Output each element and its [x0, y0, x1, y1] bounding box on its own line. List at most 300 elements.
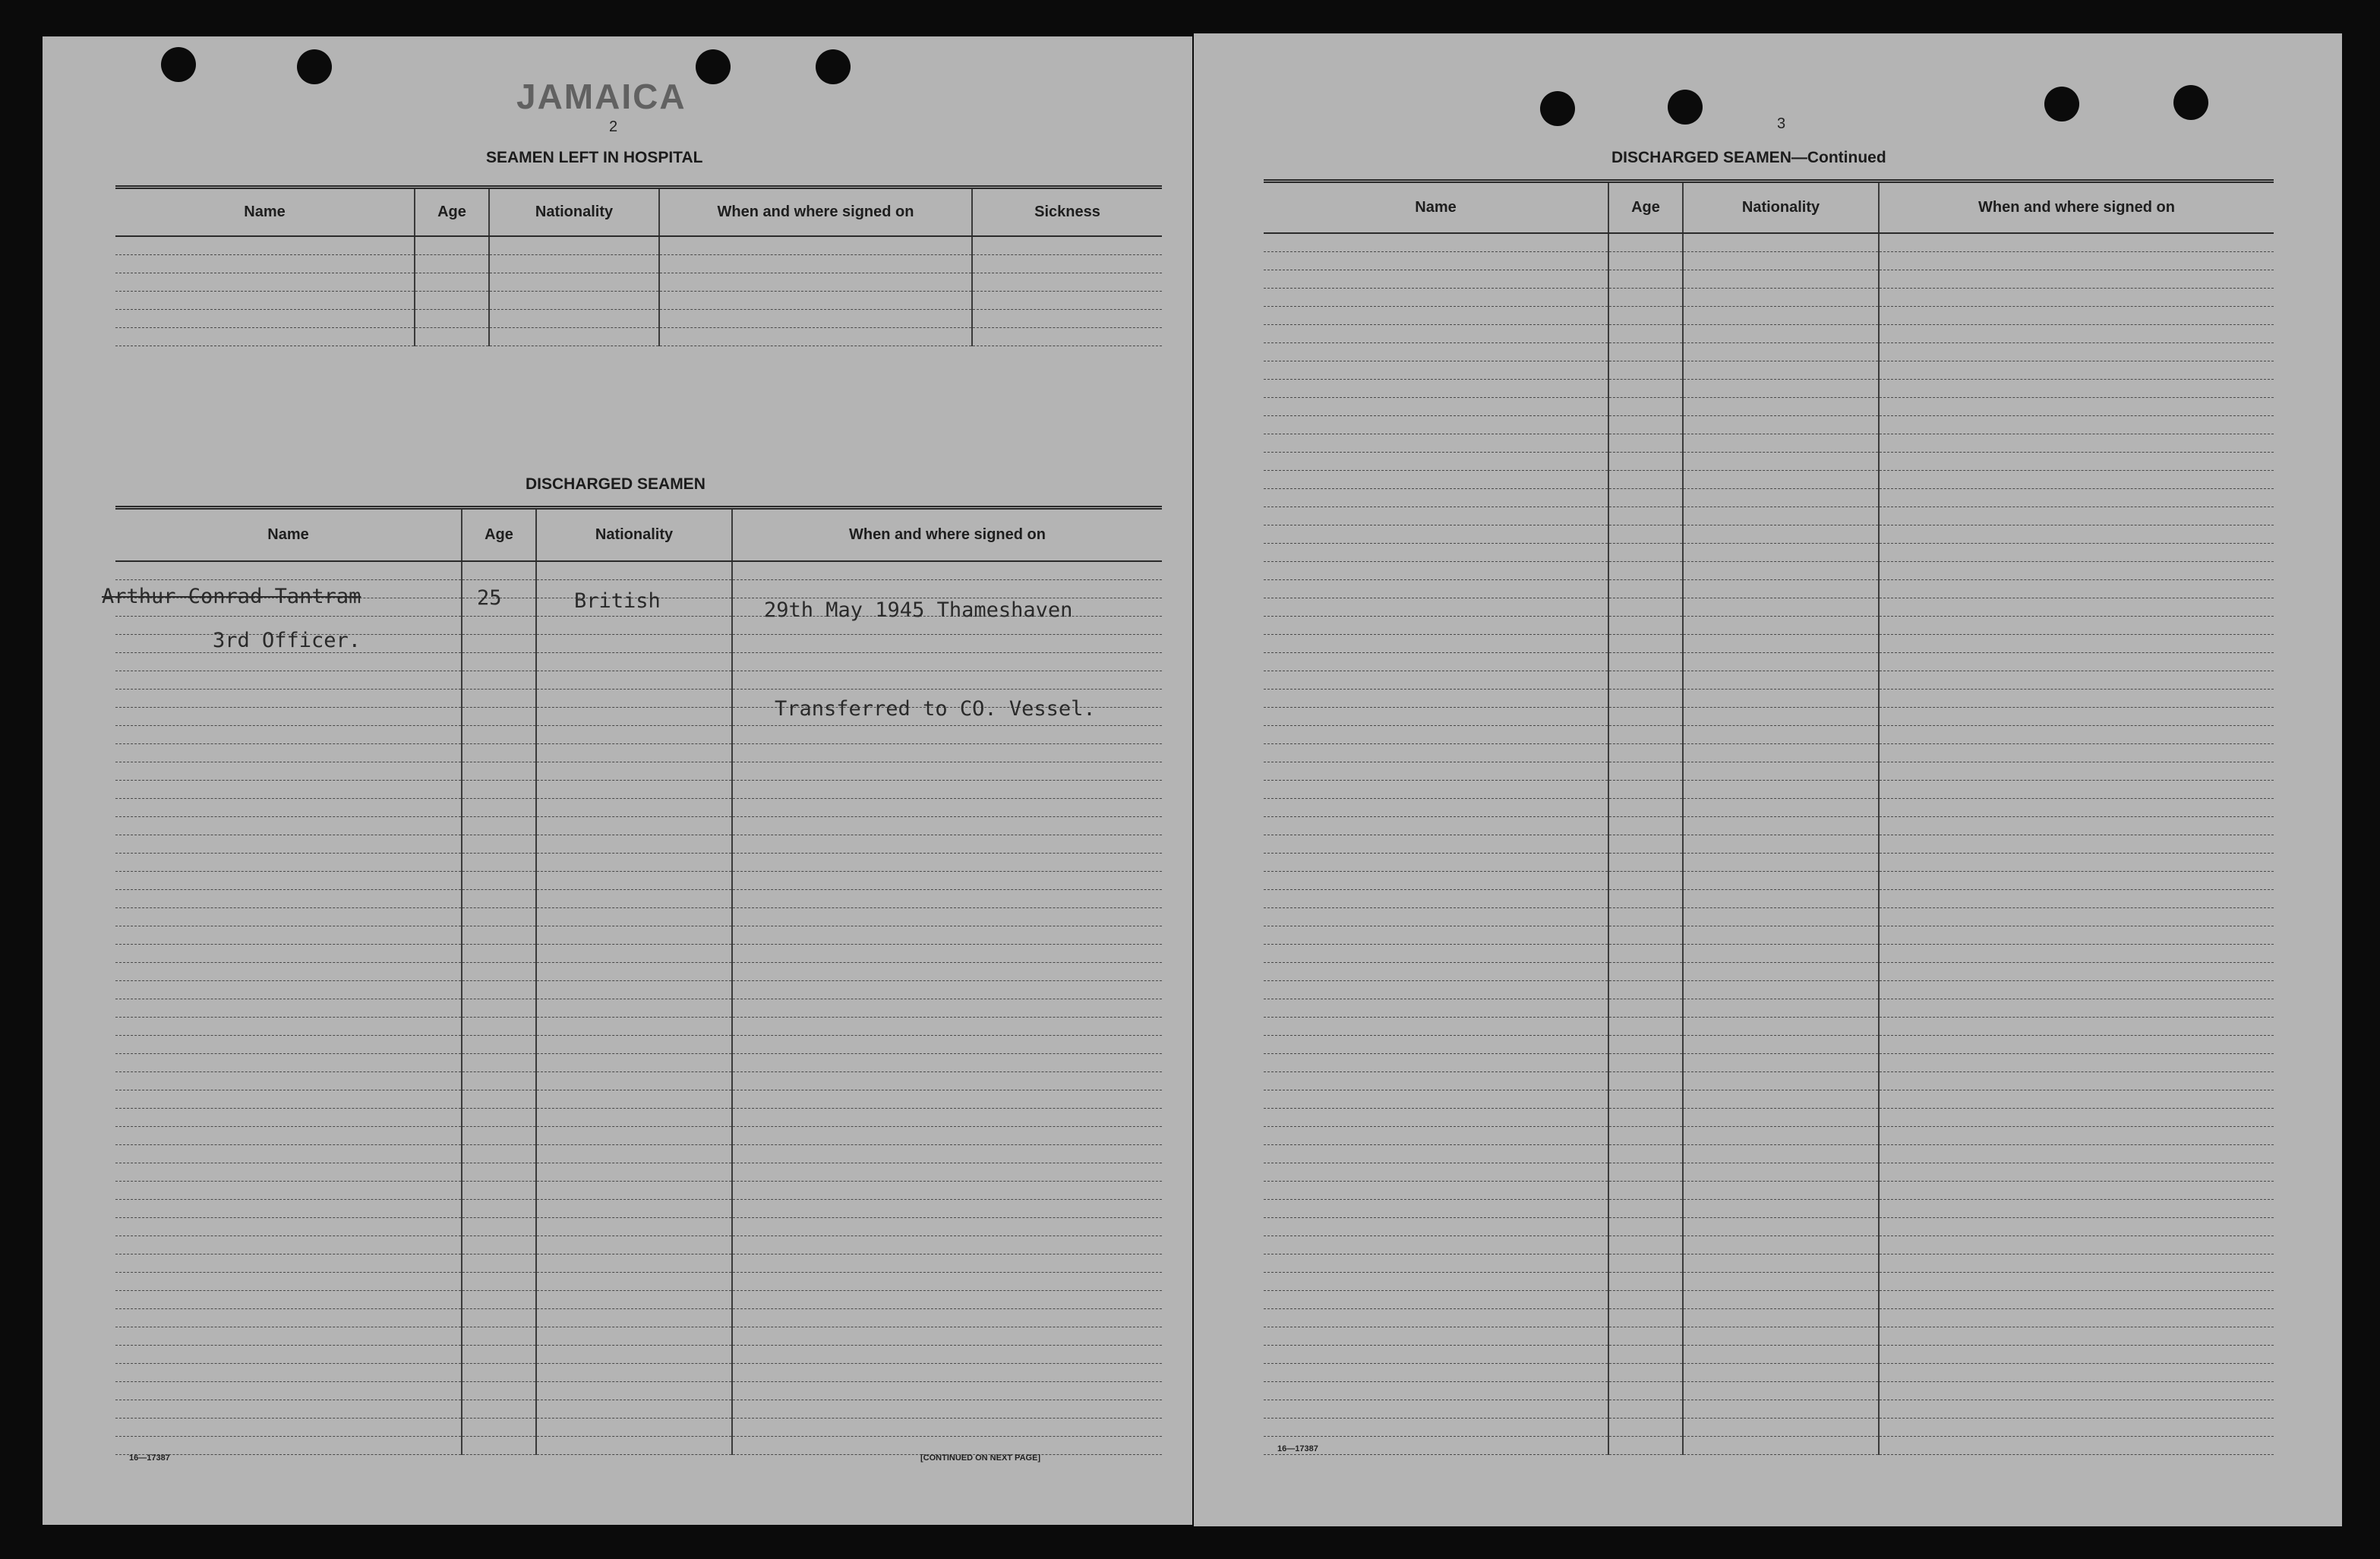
table-cell: [1608, 907, 1683, 926]
table-cell: [1683, 598, 1879, 616]
seaman-rank: 3rd Officer.: [213, 629, 361, 652]
table-row: [1264, 1053, 2274, 1071]
table-cell: [536, 962, 732, 980]
table-row: [1264, 270, 2274, 288]
table-cell: [1608, 1327, 1683, 1345]
table-cell: [1879, 816, 2274, 835]
table-row: [115, 871, 1162, 889]
table-cell: [1264, 1199, 1608, 1217]
table-cell: [1879, 1144, 2274, 1163]
seaman-name: Arthur Conrad Tantram: [102, 585, 361, 608]
table-cell: [1608, 1345, 1683, 1363]
table-row: [115, 1071, 1162, 1090]
table-cell: [972, 236, 1162, 255]
table-cell: [1879, 926, 2274, 944]
table-cell: [462, 1400, 536, 1418]
port-stamp: JAMAICA: [516, 77, 687, 116]
table-cell: [1264, 798, 1608, 816]
table-cell: [732, 1254, 1162, 1272]
page-number: 2: [609, 118, 618, 135]
table-cell: [1264, 707, 1608, 725]
table-row: [115, 816, 1162, 835]
table-cell: [462, 944, 536, 962]
table-cell: [1608, 835, 1683, 853]
table-cell: [732, 762, 1162, 780]
table-row: [1264, 507, 2274, 525]
table-row: [1264, 561, 2274, 579]
table-row: [1264, 1217, 2274, 1236]
table-cell: [115, 1345, 462, 1363]
table-cell: [536, 1236, 732, 1254]
table-cell: [1264, 999, 1608, 1017]
table-cell: [732, 853, 1162, 871]
column-header-signed-on: When and where signed on: [732, 508, 1162, 561]
table-cell: [1264, 543, 1608, 561]
table-cell: [1683, 999, 1879, 1017]
table-cell: [1264, 1035, 1608, 1053]
table-cell: [1608, 616, 1683, 634]
table-row: [115, 1327, 1162, 1345]
table-cell: [536, 1400, 732, 1418]
table-row: [1264, 1071, 2274, 1090]
table-cell: [1879, 288, 2274, 306]
column-header-age: Age: [1608, 181, 1683, 233]
table-cell: [1608, 1363, 1683, 1381]
table-cell: [1879, 1217, 2274, 1236]
table-cell: [536, 798, 732, 816]
table-row: [1264, 707, 2274, 725]
punch-hole: [816, 49, 851, 84]
table-cell: [115, 980, 462, 999]
table-row: [1264, 1345, 2274, 1363]
table-cell: [1879, 1418, 2274, 1436]
table-cell: [115, 1290, 462, 1308]
table-cell: [1264, 306, 1608, 324]
table-cell: [1683, 233, 1879, 252]
table-row: [1264, 324, 2274, 342]
table-cell: [1683, 434, 1879, 452]
table-cell: [1683, 1090, 1879, 1108]
table-cell: [1608, 306, 1683, 324]
table-row: [1264, 1272, 2274, 1290]
table-cell: [732, 1290, 1162, 1308]
table-cell: [1879, 1400, 2274, 1418]
table-cell: [462, 816, 536, 835]
table-cell: [115, 1272, 462, 1290]
table-cell: [536, 944, 732, 962]
table-cell: [415, 309, 489, 327]
table-cell: [115, 907, 462, 926]
table-cell: [732, 999, 1162, 1017]
table-row: [115, 1163, 1162, 1181]
table-cell: [732, 1181, 1162, 1199]
table-cell: [732, 980, 1162, 999]
table-cell: [1879, 306, 2274, 324]
table-cell: [1879, 835, 2274, 853]
table-cell: [536, 889, 732, 907]
table-cell: [1264, 1181, 1608, 1199]
table-cell: [115, 561, 462, 580]
table-cell: [1879, 1090, 2274, 1108]
table-cell: [1608, 1199, 1683, 1217]
table-row: [1264, 1126, 2274, 1144]
table-cell: [462, 1217, 536, 1236]
discharged-continued-title: DISCHARGED SEAMEN—Continued: [1611, 149, 1886, 166]
table-cell: [1683, 634, 1879, 652]
table-cell: [115, 1363, 462, 1381]
table-cell: [536, 926, 732, 944]
table-cell: [1608, 926, 1683, 944]
table-cell: [1879, 743, 2274, 762]
table-cell: [115, 798, 462, 816]
seaman-signed-on: 29th May 1945 Thameshaven: [764, 598, 1073, 622]
table-cell: [115, 1217, 462, 1236]
table-row: [1264, 306, 2274, 324]
table-cell: [115, 1090, 462, 1108]
table-cell: [1264, 270, 1608, 288]
table-cell: [1683, 1181, 1879, 1199]
table-cell: [1608, 944, 1683, 962]
table-cell: [536, 1199, 732, 1217]
table-cell: [1683, 1363, 1879, 1381]
table-cell: [536, 616, 732, 634]
table-cell: [1264, 725, 1608, 743]
table-cell: [536, 762, 732, 780]
table-cell: [115, 962, 462, 980]
table-cell: [1879, 671, 2274, 689]
table-cell: [115, 780, 462, 798]
table-cell: [659, 273, 972, 291]
table-cell: [536, 689, 732, 707]
table-row: [115, 1290, 1162, 1308]
table-cell: [1879, 889, 2274, 907]
table-cell: [1264, 634, 1608, 652]
table-row: [1264, 1181, 2274, 1199]
table-cell: [1879, 488, 2274, 507]
left-page: [43, 36, 1192, 1525]
table-row: [115, 762, 1162, 780]
table-cell: [1608, 470, 1683, 488]
table-cell: [462, 926, 536, 944]
table-cell: [1264, 415, 1608, 434]
table-cell: [972, 327, 1162, 346]
table-cell: [1264, 1090, 1608, 1108]
table-cell: [1683, 251, 1879, 270]
table-cell: [1264, 853, 1608, 871]
table-cell: [1264, 689, 1608, 707]
table-cell: [1608, 1053, 1683, 1071]
table-cell: [1683, 835, 1879, 853]
table-row: [115, 671, 1162, 689]
table-cell: [1608, 324, 1683, 342]
table-row: [1264, 543, 2274, 561]
table-cell: [1608, 980, 1683, 999]
table-cell: [536, 1381, 732, 1400]
table-cell: [1879, 1436, 2274, 1454]
table-cell: [462, 689, 536, 707]
table-row: [115, 1181, 1162, 1199]
table-cell: [732, 780, 1162, 798]
table-cell: [1683, 962, 1879, 980]
table-cell: [115, 652, 462, 671]
table-cell: [1608, 1090, 1683, 1108]
table-cell: [732, 1053, 1162, 1071]
table-cell: [1879, 1071, 2274, 1090]
table-cell: [1264, 470, 1608, 488]
table-cell: [1264, 1071, 1608, 1090]
table-cell: [1683, 780, 1879, 798]
table-cell: [536, 561, 732, 580]
table-cell: [1608, 1381, 1683, 1400]
table-cell: [115, 871, 462, 889]
table-cell: [1879, 379, 2274, 397]
table-cell: [1683, 1071, 1879, 1090]
table-row: [115, 254, 1162, 273]
table-cell: [1683, 853, 1879, 871]
table-row: [115, 980, 1162, 999]
table-cell: [489, 236, 659, 255]
table-cell: [1608, 671, 1683, 689]
table-cell: [462, 1126, 536, 1144]
table-cell: [659, 236, 972, 255]
table-row: [115, 652, 1162, 671]
table-cell: [1879, 1163, 2274, 1181]
table-row: [115, 561, 1162, 580]
table-cell: [1608, 1217, 1683, 1236]
table-cell: [732, 1308, 1162, 1327]
table-cell: [1683, 507, 1879, 525]
table-cell: [1879, 1290, 2274, 1308]
continued-note: [CONTINUED ON NEXT PAGE]: [920, 1453, 1041, 1463]
punch-hole: [2044, 87, 2079, 122]
column-header-nationality: Nationality: [489, 188, 659, 236]
table-cell: [732, 1272, 1162, 1290]
table-row: [1264, 1363, 2274, 1381]
table-cell: [732, 1327, 1162, 1345]
table-cell: [1879, 361, 2274, 379]
table-row: [115, 889, 1162, 907]
table-cell: [1683, 1381, 1879, 1400]
table-cell: [1264, 652, 1608, 671]
table-cell: [1879, 762, 2274, 780]
table-cell: [1264, 579, 1608, 598]
table-row: [115, 1272, 1162, 1290]
table-cell: [1879, 1345, 2274, 1363]
table-row: [1264, 288, 2274, 306]
table-cell: [536, 1035, 732, 1053]
table-cell: [732, 561, 1162, 580]
table-cell: [1264, 288, 1608, 306]
table-cell: [536, 707, 732, 725]
column-header-name: Name: [115, 508, 462, 561]
table-cell: [732, 1035, 1162, 1053]
table-cell: [1608, 798, 1683, 816]
table-cell: [1683, 1345, 1879, 1363]
table-cell: [536, 1418, 732, 1436]
table-row: [1264, 1090, 2274, 1108]
table-row: [115, 1254, 1162, 1272]
table-cell: [536, 1254, 732, 1272]
table-cell: [536, 725, 732, 743]
table-cell: [732, 1163, 1162, 1181]
table-cell: [1608, 488, 1683, 507]
table-cell: [1879, 634, 2274, 652]
table-cell: [1683, 725, 1879, 743]
table-cell: [1264, 379, 1608, 397]
table-cell: [115, 1053, 462, 1071]
table-cell: [1683, 1144, 1879, 1163]
table-cell: [659, 327, 972, 346]
table-cell: [1608, 871, 1683, 889]
table-cell: [732, 1381, 1162, 1400]
table-row: [115, 907, 1162, 926]
table-cell: [462, 1345, 536, 1363]
table-cell: [1879, 871, 2274, 889]
seaman-nationality: British: [574, 589, 661, 613]
table-cell: [536, 634, 732, 652]
table-cell: [462, 1381, 536, 1400]
table-cell: [1608, 1254, 1683, 1272]
table-cell: [462, 743, 536, 762]
table-cell: [1683, 1217, 1879, 1236]
table-cell: [536, 853, 732, 871]
table-cell: [1683, 324, 1879, 342]
table-cell: [1264, 452, 1608, 470]
table-cell: [1608, 725, 1683, 743]
table-cell: [1608, 1071, 1683, 1090]
table-cell: [1608, 780, 1683, 798]
table-cell: [1879, 598, 2274, 616]
punch-hole: [1668, 90, 1703, 125]
punch-hole: [297, 49, 332, 84]
table-cell: [1608, 652, 1683, 671]
table-cell: [536, 1217, 732, 1236]
table-cell: [732, 579, 1162, 598]
table-cell: [1683, 1418, 1879, 1436]
table-cell: [1264, 1017, 1608, 1035]
table-cell: [1683, 1163, 1879, 1181]
table-cell: [536, 1181, 732, 1199]
table-cell: [1264, 1327, 1608, 1345]
table-row: [1264, 853, 2274, 871]
table-cell: [462, 1144, 536, 1163]
table-cell: [462, 889, 536, 907]
table-cell: [1683, 1272, 1879, 1290]
table-cell: [1879, 980, 2274, 999]
table-row: [115, 743, 1162, 762]
table-row: [1264, 525, 2274, 543]
table-row: [1264, 780, 2274, 798]
table-cell: [1879, 415, 2274, 434]
table-cell: [536, 1308, 732, 1327]
table-cell: [1264, 616, 1608, 634]
table-cell: [462, 1436, 536, 1454]
table-cell: [115, 1199, 462, 1217]
table-cell: [1879, 561, 2274, 579]
table-cell: [1264, 1163, 1608, 1181]
table-row: [1264, 1327, 2274, 1345]
table-cell: [732, 889, 1162, 907]
table-cell: [1608, 233, 1683, 252]
table-cell: [659, 291, 972, 309]
table-cell: [1683, 1254, 1879, 1272]
table-cell: [1879, 543, 2274, 561]
table-cell: [462, 1308, 536, 1327]
table-cell: [1264, 1126, 1608, 1144]
form-number: 16—17387: [1277, 1444, 1318, 1453]
table-cell: [462, 1272, 536, 1290]
table-cell: [115, 944, 462, 962]
table-cell: [115, 254, 415, 273]
table-cell: [115, 1236, 462, 1254]
table-row: [1264, 889, 2274, 907]
table-cell: [1879, 397, 2274, 415]
table-cell: [536, 1345, 732, 1363]
table-cell: [1608, 1163, 1683, 1181]
table-cell: [462, 634, 536, 652]
table-cell: [1683, 1017, 1879, 1035]
table-row: [1264, 1308, 2274, 1327]
table-cell: [115, 291, 415, 309]
table-cell: [1264, 889, 1608, 907]
table-cell: [536, 652, 732, 671]
table-cell: [1879, 342, 2274, 361]
table-cell: [1264, 762, 1608, 780]
table-cell: [115, 999, 462, 1017]
table-cell: [1264, 926, 1608, 944]
table-cell: [1608, 743, 1683, 762]
table-cell: [536, 1108, 732, 1126]
discharged-continued-table: [1264, 179, 2274, 1455]
table-cell: [732, 743, 1162, 762]
table-row: [115, 944, 1162, 962]
table-cell: [1608, 1035, 1683, 1053]
table-cell: [489, 273, 659, 291]
table-row: [1264, 907, 2274, 926]
table-cell: [732, 907, 1162, 926]
table-cell: [1608, 579, 1683, 598]
table-cell: [1683, 671, 1879, 689]
table-cell: [732, 1363, 1162, 1381]
table-cell: [1879, 1308, 2274, 1327]
table-row: [1264, 1290, 2274, 1308]
table-cell: [1683, 889, 1879, 907]
table-cell: [462, 1290, 536, 1308]
table-cell: [536, 780, 732, 798]
table-row: [1264, 616, 2274, 634]
table-cell: [1264, 1236, 1608, 1254]
table-cell: [1608, 342, 1683, 361]
table-row: [115, 1236, 1162, 1254]
table-cell: [732, 1418, 1162, 1436]
table-cell: [1879, 270, 2274, 288]
table-row: [1264, 598, 2274, 616]
table-cell: [1879, 507, 2274, 525]
table-cell: [536, 671, 732, 689]
form-number: 16—17387: [129, 1453, 170, 1463]
table-row: [1264, 1436, 2274, 1454]
table-row: [115, 1144, 1162, 1163]
punch-hole: [696, 49, 731, 84]
table-cell: [462, 999, 536, 1017]
table-cell: [1608, 689, 1683, 707]
table-cell: [1264, 1272, 1608, 1290]
table-cell: [1879, 1254, 2274, 1272]
table-cell: [462, 561, 536, 580]
table-cell: [732, 1071, 1162, 1090]
table-cell: [1683, 616, 1879, 634]
table-cell: [1683, 816, 1879, 835]
